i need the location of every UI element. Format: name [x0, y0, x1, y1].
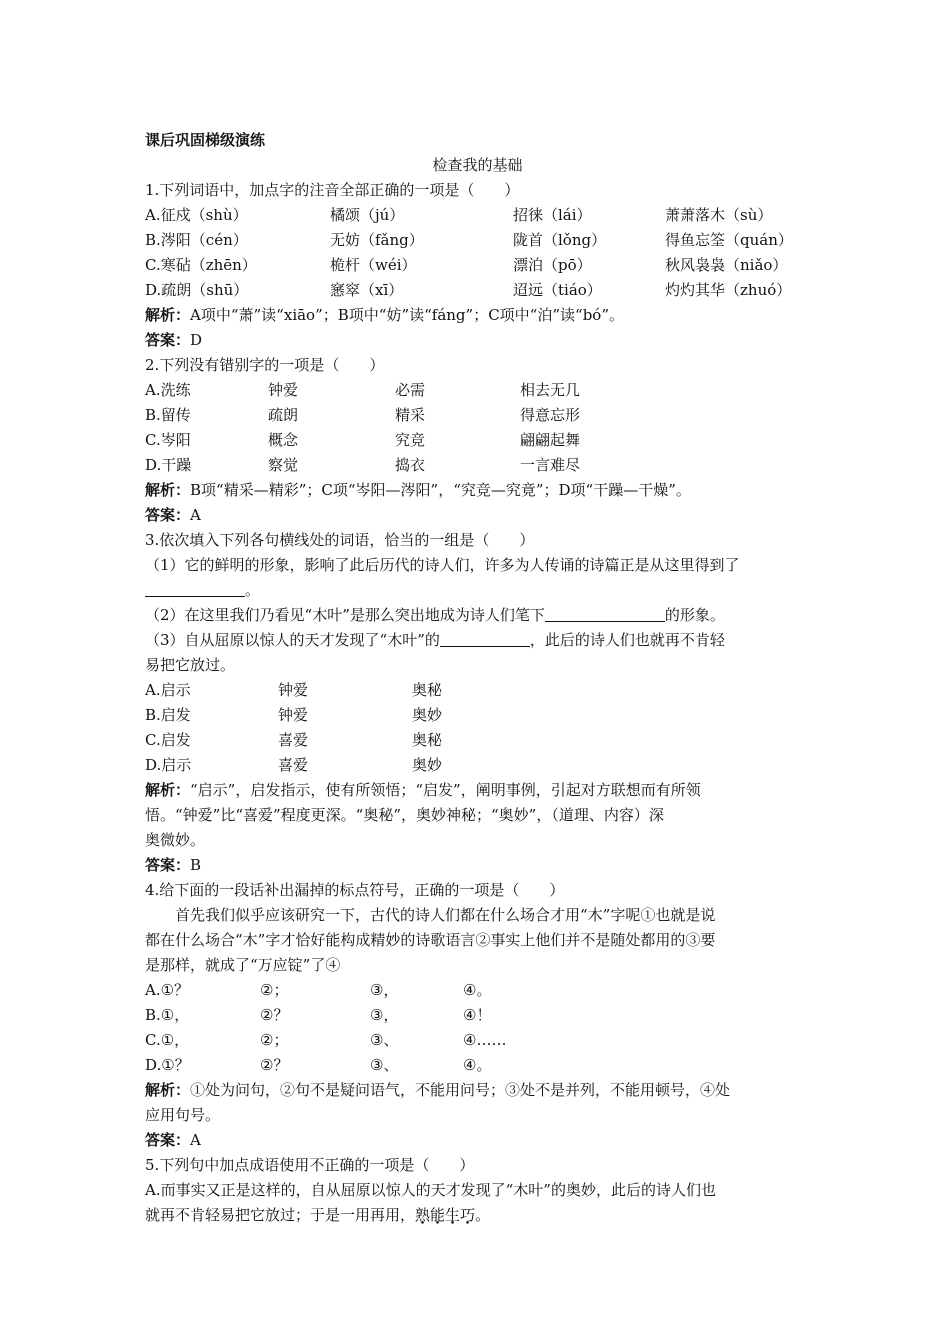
q2-analysis	[145, 478, 810, 503]
option-cell: C.寒砧（zhēn）	[145, 256, 257, 274]
option-cell: 究竞	[395, 431, 426, 449]
q5-option-a-cont	[145, 1203, 810, 1228]
q2-options	[145, 378, 810, 478]
option-row	[145, 203, 810, 228]
option-cell: 得意忘形	[520, 406, 581, 424]
answer-label: 答案：	[145, 856, 191, 874]
analysis-label: 解析：	[145, 481, 191, 499]
q3-answer	[145, 853, 810, 878]
option-row	[145, 978, 810, 1003]
option-cell: B.涔阳（cén）	[145, 231, 248, 249]
option-cell: 漂泊（pō）	[513, 256, 592, 274]
option-cell: ③、	[370, 1056, 399, 1074]
option-cell: D.疏朗（shū）	[145, 281, 249, 299]
q4-passage-cont: 都在什么场合“木”字才恰好能构成精妙的诗歌语言②事实上他们并不是随处都用的③要	[145, 931, 716, 949]
option-cell: ③，	[370, 1006, 399, 1024]
analysis-text: “启示”，启发指示，使有所领悟；“启发”，阐明事例，引起对方联想而有所领	[190, 781, 701, 799]
option-cell: 捣衣	[395, 456, 426, 474]
q1-stem: 1.下列词语中，加点字的注音全部正确的一项是（ ）	[145, 181, 520, 199]
option-cell: C.岑阳	[145, 431, 191, 449]
option-cell: ④……	[463, 1031, 507, 1049]
option-cell: 翩翩起舞	[520, 431, 581, 449]
option-cell: 必需	[395, 381, 426, 399]
option-cell: 灼灼其华（zhuó）	[665, 281, 792, 299]
option-cell: ②；	[260, 981, 289, 999]
answer-label: 答案：	[145, 506, 191, 524]
option-cell: 钟爱	[268, 381, 299, 399]
option-cell: 萧萧落木（sù）	[665, 206, 773, 224]
q4-passage-cont: 是那样，就成了“万应锭”了④	[145, 956, 341, 974]
option-cell: 察觉	[268, 456, 299, 474]
option-cell: ④。	[463, 1056, 492, 1074]
q3-sentence-3-cont: 易把它放过。	[145, 656, 236, 674]
document-page	[145, 128, 810, 1228]
q1-options	[145, 203, 810, 303]
option-cell: 桅杆（wéi）	[330, 256, 417, 274]
answer-label: 答案：	[145, 331, 191, 349]
option-cell: 奥秘	[412, 731, 443, 749]
analysis-label: 解析：	[145, 306, 191, 324]
q3-analysis	[145, 778, 810, 803]
sentence-text: ，此后的诗人们也就再不肯轻	[529, 631, 725, 649]
q4-analysis-cont: 应用句号。	[145, 1106, 221, 1124]
q4-stem: 4.给下面的一段话补出漏掉的标点符号，正确的一项是（ ）	[145, 881, 565, 899]
answer-value: A	[190, 506, 201, 524]
option-row	[145, 228, 810, 253]
section-title: 课后巩固梯级演练	[145, 131, 266, 149]
option-cell: D.①？	[145, 1056, 190, 1074]
q5-option-a: A.而事实又正是这样的，自从屈原以惊人的天才发现了“木叶”的奥妙，此后的诗人们也	[145, 1181, 716, 1199]
option-cell: B.①，	[145, 1006, 190, 1024]
sentence-text: 的形象。	[664, 606, 725, 624]
punctuation: 。	[245, 581, 261, 599]
option-cell: A.①？	[145, 981, 190, 999]
sentence-text: （2）在这里我们乃看见“木叶”是那么突出地成为诗人们笔下	[145, 606, 545, 624]
option-cell: 橘颂（jú）	[330, 206, 405, 224]
q4-analysis	[145, 1078, 810, 1103]
option-row	[145, 753, 810, 778]
q3-sentence-1-cont	[145, 578, 810, 603]
option-row	[145, 403, 810, 428]
q4-options	[145, 978, 810, 1078]
option-cell: 奥妙	[412, 756, 443, 774]
option-cell: 疏朗	[268, 406, 299, 424]
option-cell: 钟爱	[278, 706, 309, 724]
fill-blank	[145, 580, 245, 597]
option-row	[145, 703, 810, 728]
q4-passage: 首先我们似乎应该研究一下，古代的诗人们都在什么场合才用“木”字呢①也就是说	[175, 906, 716, 924]
option-row	[145, 253, 810, 278]
q3-analysis-cont: 悟。“钟爱”比“喜爱”程度更深。“奥秘”，奥妙神秘；“奥妙”，（道理、内容）深	[145, 806, 664, 824]
q3-stem: 3.依次填入下列各句横线处的词语，恰当的一组是（ ）	[145, 531, 535, 549]
analysis-text: A项中“萧”读“xiāo”；B项中“妨”读“fáng”；C项中“泊”读“bó”。	[190, 306, 624, 324]
option-cell: ④。	[463, 981, 492, 999]
option-cell: 得鱼忘筌（quán）	[665, 231, 793, 249]
punctuation: 。	[475, 1206, 491, 1224]
analysis-text: ①处为问句，②句不是疑问语气，不能用问号；③处不是并列，不能用顿号，④处	[190, 1081, 731, 1099]
option-cell: D.干躁	[145, 456, 192, 474]
option-cell: 奥秘	[412, 681, 443, 699]
option-cell: A.启示	[145, 681, 191, 699]
option-cell: 陇首（lǒng）	[513, 231, 607, 249]
option-cell: A.征戍（shù）	[145, 206, 248, 224]
option-cell: ②？	[260, 1056, 289, 1074]
option-cell: 迢远（tiáo）	[513, 281, 602, 299]
q1-analysis	[145, 303, 810, 328]
section-subtitle: 检查我的基础	[432, 156, 523, 174]
option-cell: C.启发	[145, 731, 191, 749]
dotted-idiom: 熟能生巧	[415, 1206, 476, 1224]
option-cell: 窸窣（xī）	[330, 281, 404, 299]
answer-value: B	[190, 856, 202, 874]
analysis-label: 解析：	[145, 781, 191, 799]
option-cell: A.洗练	[145, 381, 191, 399]
q1-answer	[145, 328, 810, 353]
option-cell: 奥妙	[412, 706, 443, 724]
analysis-label: 解析：	[145, 1081, 191, 1099]
option-cell: 精采	[395, 406, 426, 424]
fill-blank	[440, 630, 530, 647]
option-row	[145, 453, 810, 478]
option-cell: ④！	[463, 1006, 492, 1024]
q2-answer	[145, 503, 810, 528]
option-cell: 钟爱	[278, 681, 309, 699]
option-row	[145, 1003, 810, 1028]
q2-stem: 2.下列没有错别字的一项是（ ）	[145, 356, 385, 374]
sentence-text: 就再不肯轻易把它放过；于是一用再用，	[145, 1206, 416, 1224]
option-cell: 秋风袅袅（niǎo）	[665, 256, 788, 274]
answer-value: A	[190, 1131, 201, 1149]
option-cell: D.启示	[145, 756, 192, 774]
option-cell: ②；	[260, 1031, 289, 1049]
option-cell: 喜爱	[278, 731, 309, 749]
q3-sentence-1: （1）它的鲜明的形象，影响了此后历代的诗人们，许多为人传诵的诗篇正是从这里得到了	[145, 556, 740, 574]
option-row	[145, 378, 810, 403]
sentence-text: （3）自从屈原以惊人的天才发现了“木叶”的	[145, 631, 440, 649]
q3-sentence-3	[145, 628, 810, 653]
option-cell: C.①，	[145, 1031, 190, 1049]
option-cell: 招徕（lái）	[513, 206, 592, 224]
q3-options	[145, 678, 810, 778]
answer-value: D	[190, 331, 203, 349]
q4-answer	[145, 1128, 810, 1153]
q3-analysis-cont: 奥微妙。	[145, 831, 206, 849]
option-row	[145, 678, 810, 703]
option-row	[145, 428, 810, 453]
option-cell: 一言难尽	[520, 456, 581, 474]
option-cell: 相去无几	[520, 381, 581, 399]
q3-sentence-2	[145, 603, 810, 628]
option-cell: ②？	[260, 1006, 289, 1024]
q5-stem: 5.下列句中加点成语使用不正确的一项是（ ）	[145, 1156, 475, 1174]
option-cell: 喜爱	[278, 756, 309, 774]
option-cell: B.留传	[145, 406, 191, 424]
option-cell: 无妨（fǎng）	[330, 231, 424, 249]
option-row	[145, 278, 810, 303]
analysis-text: B项“精采—精彩”；C项“岑阳—涔阳”，“究竞—究竟”；D项“干躁—干燥”。	[190, 481, 691, 499]
option-row	[145, 1053, 810, 1078]
option-cell: 概念	[268, 431, 299, 449]
option-cell: B.启发	[145, 706, 191, 724]
option-row	[145, 728, 810, 753]
option-cell: ③、	[370, 1031, 399, 1049]
option-row	[145, 1028, 810, 1053]
fill-blank	[545, 605, 665, 622]
answer-label: 答案：	[145, 1131, 191, 1149]
option-cell: ③，	[370, 981, 399, 999]
